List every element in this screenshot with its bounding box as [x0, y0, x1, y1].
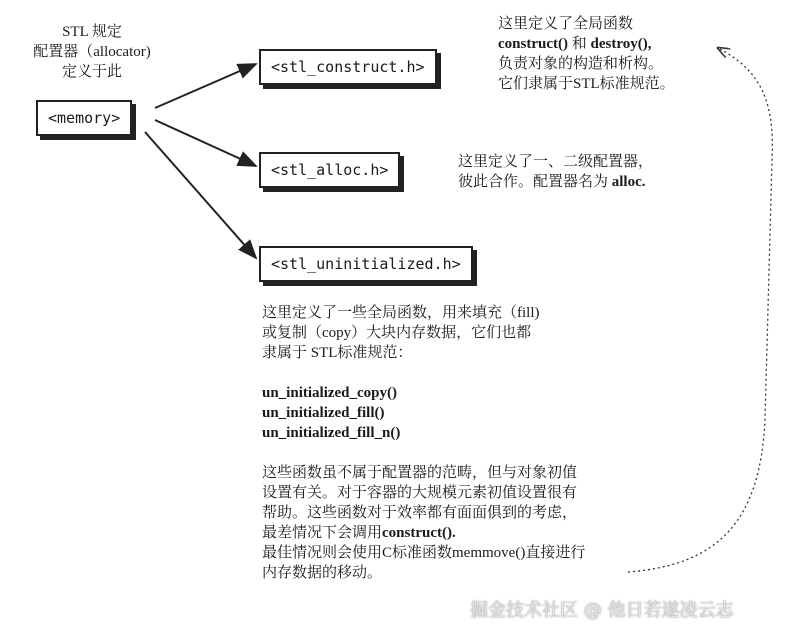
construct-note: [498, 14, 675, 94]
dotted-return-arrow: [628, 48, 772, 572]
note-text: 最差情况下会调用: [262, 525, 383, 541]
allocator-name: alloc.: [611, 174, 646, 190]
note-line: [498, 34, 675, 54]
stl-uninitialized-box: <stl_uninitialized.h>: [259, 246, 473, 282]
arrow-to-construct: [155, 64, 256, 108]
function-name: destroy(),: [590, 36, 652, 52]
note-text: 和: [567, 36, 591, 52]
function-name: un_initialized_fill(): [262, 405, 385, 421]
spacer: [262, 443, 585, 463]
note-line: 或复制（copy）大块内存数据，它们也都: [262, 325, 532, 341]
note-line: 内存数据的移动。: [262, 565, 383, 581]
note-line: 负责对象的构造和析构。: [498, 56, 664, 72]
memory-header-box: <memory>: [36, 100, 132, 136]
function-name: construct().: [382, 525, 456, 541]
note-line: 这些函数虽不属于配置器的范畴，但与对象初值: [262, 465, 578, 481]
stl-alloc-box: <stl_alloc.h>: [259, 152, 400, 188]
arrow-to-uninitialized: [145, 132, 256, 258]
note-line: 这里定义了一、二级配置器，: [458, 154, 654, 170]
intro-line: 配置器（allocator): [33, 44, 151, 60]
note-text: 彼此合作。配置器名为: [458, 174, 612, 190]
intro-text: [22, 22, 162, 82]
stl-construct-box: <stl_construct.h>: [259, 49, 437, 85]
note-line: [262, 523, 585, 543]
alloc-note: [458, 152, 653, 192]
note-line: 这里定义了全局函数: [498, 16, 634, 32]
intro-line: STL 规定: [62, 24, 122, 40]
intro-line: 定义于此: [61, 64, 122, 80]
watermark: 掘金技术社区 @ 他日若遂凌云志: [470, 600, 734, 621]
function-name: construct(): [498, 36, 568, 52]
note-line: 这里定义了一些全局函数，用来填充（fill): [262, 305, 540, 321]
note-line: 它们隶属于STL标准规范。: [498, 76, 675, 92]
function-name: un_initialized_copy(): [262, 385, 398, 401]
note-line: 帮助。这些函数对于效率都有面面俱到的考虑，: [262, 505, 578, 521]
note-line: 最佳情况则会使用C标准函数memmove()直接进行: [262, 545, 586, 561]
function-name: un_initialized_fill_n(): [262, 425, 401, 441]
note-line: 设置有关。对于容器的大规模元素初值设置很有: [262, 485, 578, 501]
note-line: [458, 172, 653, 192]
spacer: [262, 363, 585, 383]
uninitialized-note: [262, 303, 585, 583]
note-line: 隶属于 STL标准规范：: [262, 345, 413, 361]
